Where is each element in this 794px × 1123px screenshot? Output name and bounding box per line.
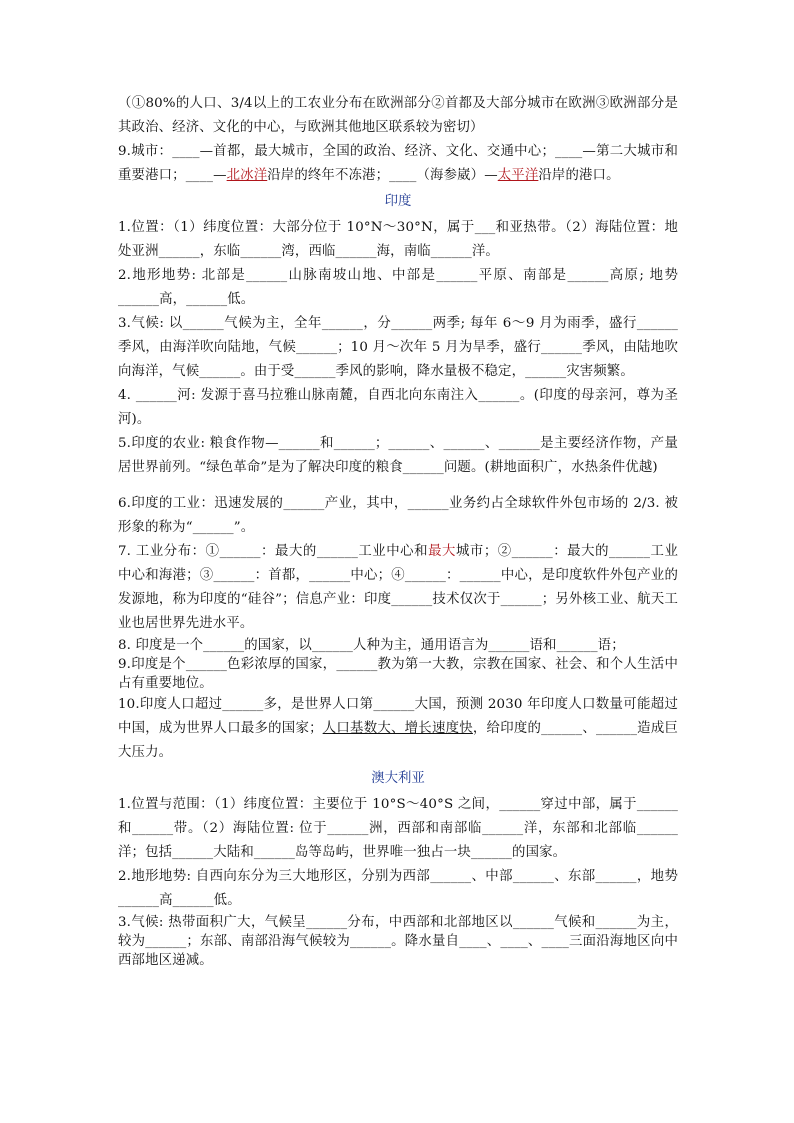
india-religion: 9.印度是个______色彩浓厚的国家，______教为第一大教，宗教在国家、社会、和个人生活中占有重要地位。 — [118, 657, 678, 691]
india-ethnicity: 8. 印度是一个______的国家，以______人种为主，通用语言为______语和______语； — [118, 638, 625, 653]
highlight-arctic-ocean: 北冰洋 — [226, 168, 268, 183]
india-location: 1.位置：（1）纬度位置：大部分位于 10°N～30°N，属于___和亚热带。（2）海陆位置：地处亚洲______，东临______湾，西临______海，南临______洋。 — [118, 220, 678, 259]
india-terrain: 2.地形地势: 北部是______山脉南坡山地、中部是______平原、南部是______高原; 地势______高，______低。 — [118, 268, 678, 307]
australia-climate: 3.气候: 热带面积广大，气候呈______分布，中西部和北部地区以______气候和______为主，较为______；东部、南部沿海气候较为______。降水量自____、____、____三面沿海地区向中西部地区递减。 — [118, 915, 678, 968]
section-heading-australia: 澳大利亚 — [371, 771, 425, 786]
india-river: 4. ______河: 发源于喜马拉雅山脉南麓，自西北向东南注入______。(印度的母亲河，尊为圣河)。 — [118, 388, 678, 427]
highlight-pacific-ocean: 太平洋 — [497, 168, 539, 183]
australia-terrain: 2.地形地势: 自西向东分为三大地形区，分别为西部______、中部______、东部______，地势______高______低。 — [118, 869, 678, 908]
highlight-largest: 最大 — [428, 544, 456, 559]
document-page — [118, 92, 678, 970]
underlined-population-reason: 人口基数大、增长速度快 — [322, 721, 473, 736]
india-agriculture: 5.印度的农业: 粮食作物—______和______；______、______、______是主要经济作物，产量居世界前列。“绿色革命”是为了解决印度的粮食______问题。(耕地面积广，水热条件优越) — [118, 436, 678, 475]
russia-cities-paragraph: 9.城市：____—首都，最大城市，全国的政治、经济、文化、交通中心；____—第二大城市和重要港口；____—北冰洋沿岸的终年不冻港；____（海参崴）—太平洋沿岸的港口。 — [118, 144, 678, 183]
section-heading-india: 印度 — [384, 194, 412, 209]
india-industry-distribution: 7. 工业分布：①______：最大的______工业中心和最大城市；②______：最大的______工业中心和海港；③______：首都，______中心；④______：______中心，是印度软件外包产业的发源地，称为印度的“硅谷”；信息产业：印度______技术仅次于______；另外核工业、航天工业也居世界先进水平。 — [118, 544, 678, 631]
india-industry: 6.印度的工业：迅速发展的______产业，其中，______业务约占全球软件外包市场的 2/3. 被形象的称为“______”。 — [118, 496, 678, 535]
australia-location: 1.位置与范围：（1）纬度位置：主要位于 10°S～40°S 之间，______穿过中部，属于______和______带。（2）海陆位置: 位于______洲，西部和南部临______洋，东部和北部临______洋；包括______大陆和______岛等岛屿，世界唯一独占一块______的国家。 — [118, 797, 678, 860]
russia-population-note: （①80%的人口、3/4以上的工农业分布在欧洲部分②首都及大部分城市在欧洲③欧洲部分是其政治、经济、文化的中心，与欧洲其他地区联系较为密切） — [118, 96, 678, 135]
india-population: 10.印度人口超过______多，是世界人口第______大国，预测 2030 年印度人口数量可能超过中国，成为世界人口最多的国家；人口基数大、增长速度快，给印度的______、______造成巨大压力。 — [118, 697, 679, 760]
india-climate: 3.气候: 以______气候为主，全年______，分______两季; 每年 6～9 月为雨季，盛行______季风，由海洋吹向陆地，气候______；10 月～次年 5 月为旱季，盛行______季风，由陆地吹向海洋，气候______。由于受______季风的影响，降水量极不稳定，______灾害频繁。 — [118, 316, 678, 379]
